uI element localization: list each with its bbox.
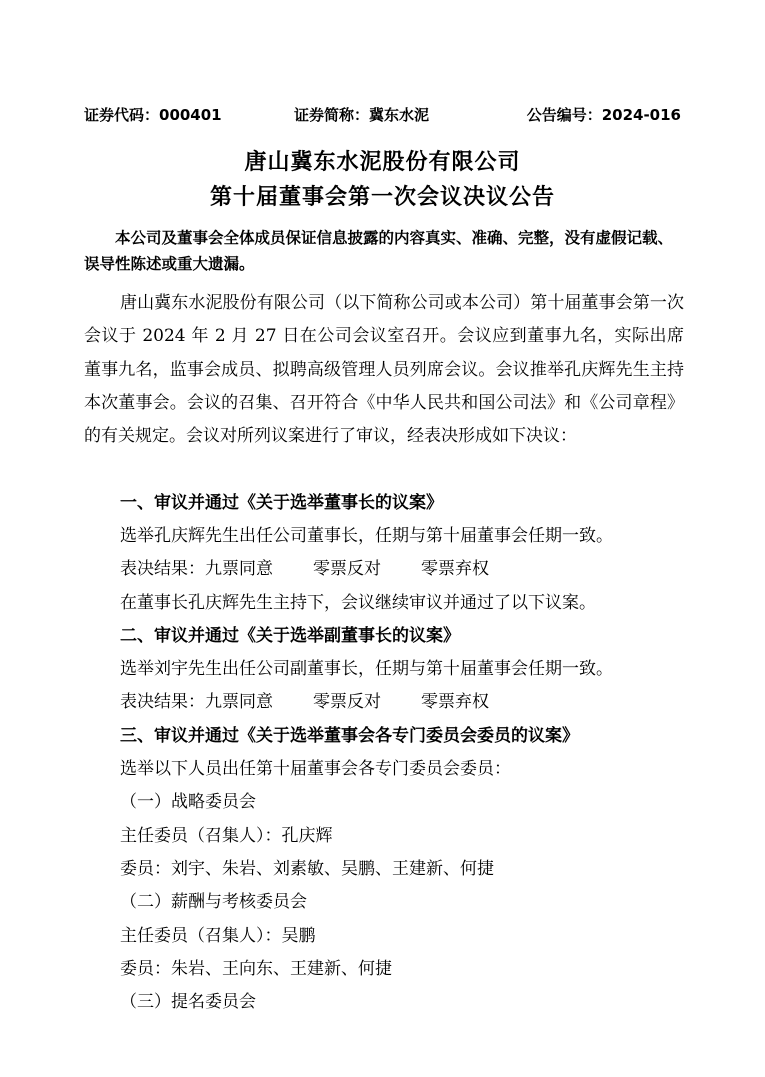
committee1-members: 委员：刘宇、朱岩、刘素敏、吴鹏、王建新、何捷 — [120, 859, 494, 879]
vote-approve: 表决结果：九票同意 — [120, 692, 273, 712]
committee1-chair: 主任委员（召集人）：孔庆辉 — [120, 826, 333, 846]
item1-heading: 一、审议并通过《关于选举董事长的议案》 — [120, 493, 443, 513]
committee3-name: （三）提名委员会 — [120, 992, 256, 1012]
item1-vote — [120, 557, 489, 581]
item3-heading: 三、审议并通过《关于选举董事会各专门委员会委员的议案》 — [120, 726, 579, 746]
item2-vote — [120, 690, 489, 714]
vote-against: 零票反对 — [313, 692, 381, 712]
company-title: 唐山冀东水泥股份有限公司 — [244, 149, 521, 175]
stock-code: 证券代码：000401 — [84, 106, 222, 124]
intro-paragraph: 唐山冀东水泥股份有限公司（以下简称公司或本公司）第十届董事会第一次会议于 2024 年 2 月 27 日在公司会议室召开。会议应到董事九名，实际出席董事九名，监事会成员、拟聘高级管理人员列席会议。会议推举孔庆辉先生主持本次董事会。会议的召集、召开符合《中华人民共和国公司法》和《公司章程》的有关规定。会议对所列议案进行了审议，经表决形成如下决议： — [84, 293, 684, 447]
committee1-name: （一）战略委员会 — [120, 792, 256, 812]
stock-abbreviation: 证券简称：冀东水泥 — [294, 106, 430, 124]
disclaimer-paragraph: 本公司及董事会全体成员保证信息披露的内容真实、准确、完整，没有虚假记载、误导性陈述或重大遗漏。 — [84, 229, 674, 273]
vote-abstain: 零票弃权 — [421, 559, 489, 579]
document-header — [84, 104, 681, 128]
committee2-members: 委员：朱岩、王向东、王建新、何捷 — [120, 959, 392, 979]
vote-against: 零票反对 — [313, 559, 381, 579]
committee2-name: （二）薪酬与考核委员会 — [120, 892, 307, 912]
item2-heading: 二、审议并通过《关于选举副董事长的议案》 — [120, 626, 460, 646]
item1-text: 选举孔庆辉先生出任公司董事长，任期与第十届董事会任期一致。 — [120, 526, 613, 546]
item1-note: 在董事长孔庆辉先生主持下，会议继续审议并通过了以下议案。 — [120, 593, 596, 613]
item3-text: 选举以下人员出任第十届董事会各专门委员会委员： — [120, 759, 511, 779]
vote-abstain: 零票弃权 — [421, 692, 489, 712]
committee2-chair: 主任委员（召集人）：吴鹏 — [120, 926, 316, 946]
notice-title: 第十届董事会第一次会议决议公告 — [209, 184, 555, 210]
notice-number: 公告编号：2024-016 — [526, 106, 681, 124]
item2-text: 选举刘宇先生出任公司副董事长，任期与第十届董事会任期一致。 — [120, 659, 613, 679]
vote-approve: 表决结果：九票同意 — [120, 559, 273, 579]
